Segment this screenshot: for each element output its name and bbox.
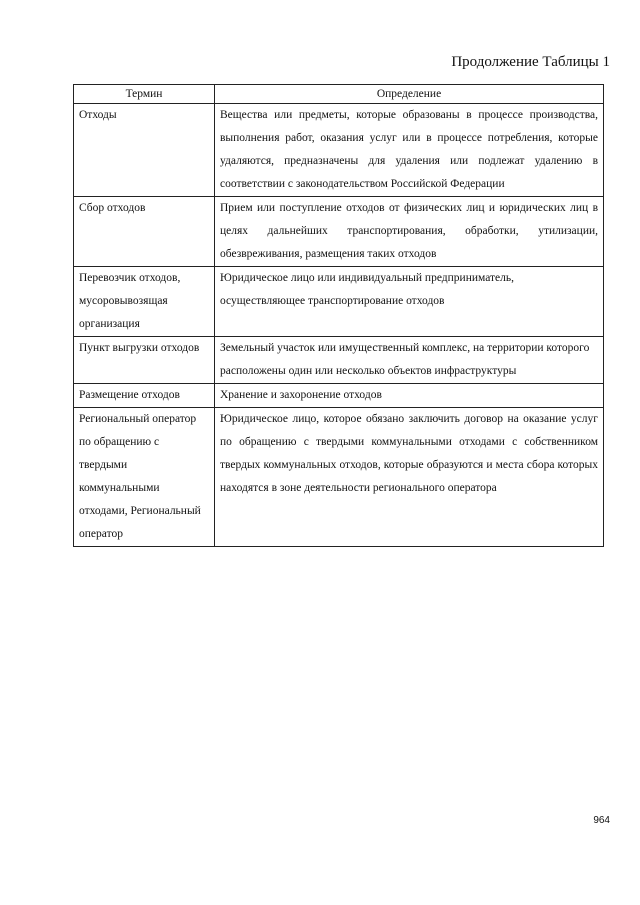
term-cell: Сбор отходов (74, 197, 215, 267)
page-number: 964 (593, 815, 610, 826)
term-cell: Отходы (74, 104, 215, 197)
table-row (74, 104, 604, 197)
term-cell: Перевозчик отходов, мусоровывозящая организация (74, 267, 215, 337)
table-row (74, 197, 604, 267)
column-header-definition: Определение (215, 85, 604, 104)
table-continuation-caption: Продолжение Таблицы 1 (451, 54, 610, 70)
table-header-row (74, 85, 604, 104)
term-cell: Региональный оператор по обращению с твердыми коммунальными отходами, Региональный оператор (74, 408, 215, 547)
table-row (74, 267, 604, 337)
term-cell: Пункт выгрузки отходов (74, 337, 215, 384)
definition-cell: Вещества или предметы, которые образованы в процессе производства, выполнения работ, оказания услуг или в процессе потребления, которые удаляются, предназначены для удаления или подлежат удалению в соответствии с законодательством Российской Федерации (215, 104, 604, 197)
table-row (74, 408, 604, 547)
definition-cell: Хранение и захоронение отходов (215, 384, 604, 408)
definition-cell: Земельный участок или имущественный комплекс, на территории которого расположены один или несколько объектов инфраструктуры (215, 337, 604, 384)
terms-table (73, 84, 604, 547)
definition-cell: Прием или поступление отходов от физических лиц и юридических лиц в целях дальнейших транспортирования, обработки, утилизации, обезвреживания, размещения таких отходов (215, 197, 604, 267)
definition-cell: Юридическое лицо или индивидуальный предприниматель, осуществляющее транспортирование отходов (215, 267, 604, 337)
table-row (74, 337, 604, 384)
term-cell: Размещение отходов (74, 384, 215, 408)
table-row (74, 384, 604, 408)
definition-cell: Юридическое лицо, которое обязано заключить договор на оказание услуг по обращению с твердыми коммунальными отходами с собственником твердых коммунальных отходов, которые образуются и места сбора которых находятся в зоне деятельности регионального оператора (215, 408, 604, 547)
column-header-term: Термин (74, 85, 215, 104)
